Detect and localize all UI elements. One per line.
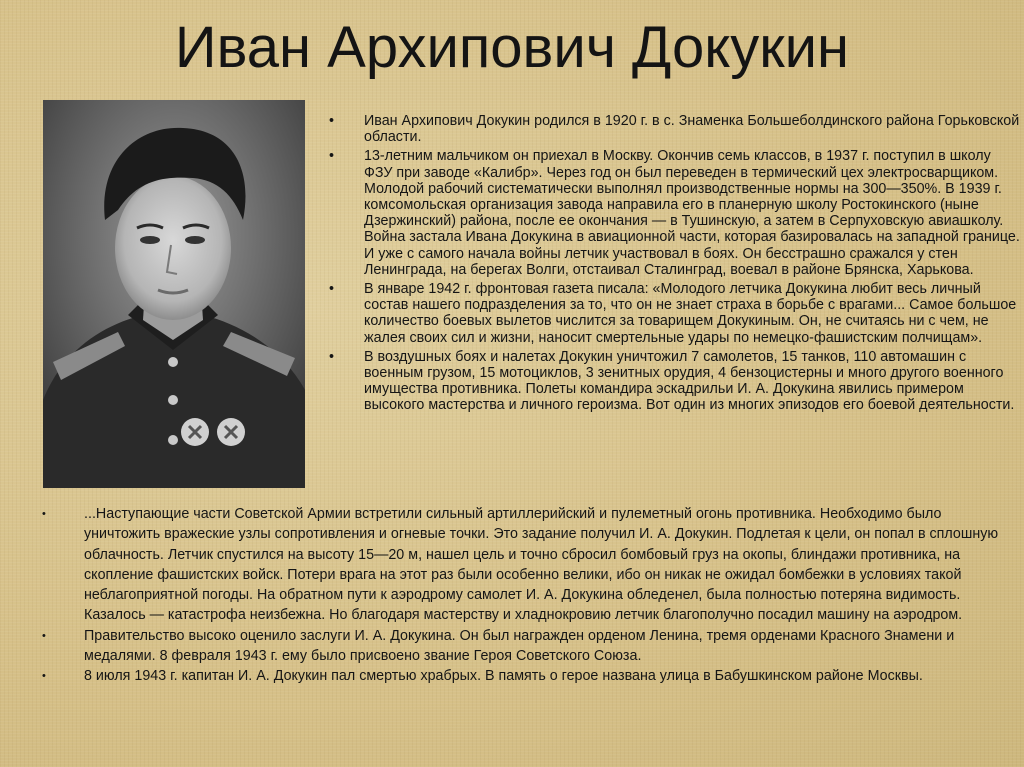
paragraph-text: Правительство высоко оценило заслуги И. А. Докукина. Он был награжден орденом Ленина, тремя орденами Красного Знамени и медалями. 8 февраля 1943 г. ему было присвоено звание Героя Советского Союза. [84,627,955,665]
bullet: • [329,148,335,165]
list-item [326,113,1020,145]
bullet: • [329,281,335,298]
bullet: • [42,670,46,683]
upper-bullet-list [326,113,1020,417]
bullet: • [329,113,335,129]
bullet: • [42,508,46,520]
list-item [326,148,1020,278]
slide-title: Иван Архипович Докукин [174,15,850,80]
bullet: • [329,348,335,365]
bullet: • [42,629,46,642]
paragraph-text: 13-летним мальчиком он приехал в Москву. Окончив семь классов, в 1937 г. поступил в школу ФЗУ при заводе «Калибр». Через год он был переведен в термический цех электросварщиком. Молодой рабочий систематически выполнял производственные нормы на 300—350%. В 1939 г. комсомольская организация завода направила его в планерную школу Ростокинского (ныне Дзержинский) района, после ее окончания — в Тушинскую, а затем в Серпуховскую авиашколу. Война застала Ивана Докукина в авиационной части, которая базировалась на западной границе. И уже с самого начала войны летчик участвовал в боях. Он бесстрашно сражался у стен Ленинграда, на берегах Волги, отстаивал Сталинград, воевал в районе Брянска, Харькова. [364,148,1020,278]
list-item [36,666,1020,686]
paragraph-text: 8 июля 1943 г. капитан И. А. Докукин пал смертью храбрых. В память о герое названа улица в Бабушкинском районе Москвы. [84,668,923,685]
paragraph-text: В воздушных боях и налетах Докукин уничтожил 7 самолетов, 15 танков, 110 автомашин с военным грузом, 15 мотоциклов, 3 зенитных орудия, 4 бензоцистерны и много другого военного имущества противника. Полеты командира эскадрильи И. А. Докукина явились примером высокого мастерства и личного героизма. Вот один из многих эпизодов его боевой деятельности. [364,348,1015,414]
portrait-photo [43,100,305,488]
paragraph-text: Иван Архипович Докукин родился в 1920 г. в с. Знаменка Большеболдинского района Горьковской области. [364,113,1020,146]
list-item [36,504,1020,626]
lower-bullet-list [36,504,1020,687]
list-item [36,626,1020,667]
paragraph-text: ...Наступающие части Советской Армии встретили сильный артиллерийский и пулеметный огонь противника. Необходимо было уничтожить вражеские узлы сопротивления и огневые точки. Это задание получил И. А. Докукин. Подлетая к цели, он попал в сплошную облачность. Летчик спустился на высоту 15—20 м, нашел цель и точно сбросил бомбовый груз на окопы, блиндажи противника, на скопление фашистских войск. Потери врага на этот раз были особенно велики, ибо он никак не ожидал бомбежки в условиях такой неблагоприятной погоды. На обратном пути к аэродрому самолет И. А. Докукина обледенел, была полностью потеряна видимость. Казалось — катастрофа неизбежна. Но благодаря мастерству и хладнокровию летчик благополучно посадил машину на аэродром. [84,506,999,624]
list-item [326,349,1020,414]
list-item [326,281,1020,346]
paragraph-text: В январе 1942 г. фронтовая газета писала: «Молодого летчика Докукина любит весь личный состав нашего подразделения за то, что он не знает страха в борьбе с врагами... Самое большое количество боевых вылетов числится за товарищем Докукиным. Он, не считаясь ни с чем, не жалея своих сил и жизни, наносит смертельные удары по немецко-фашистским полчищам». [364,281,1017,346]
